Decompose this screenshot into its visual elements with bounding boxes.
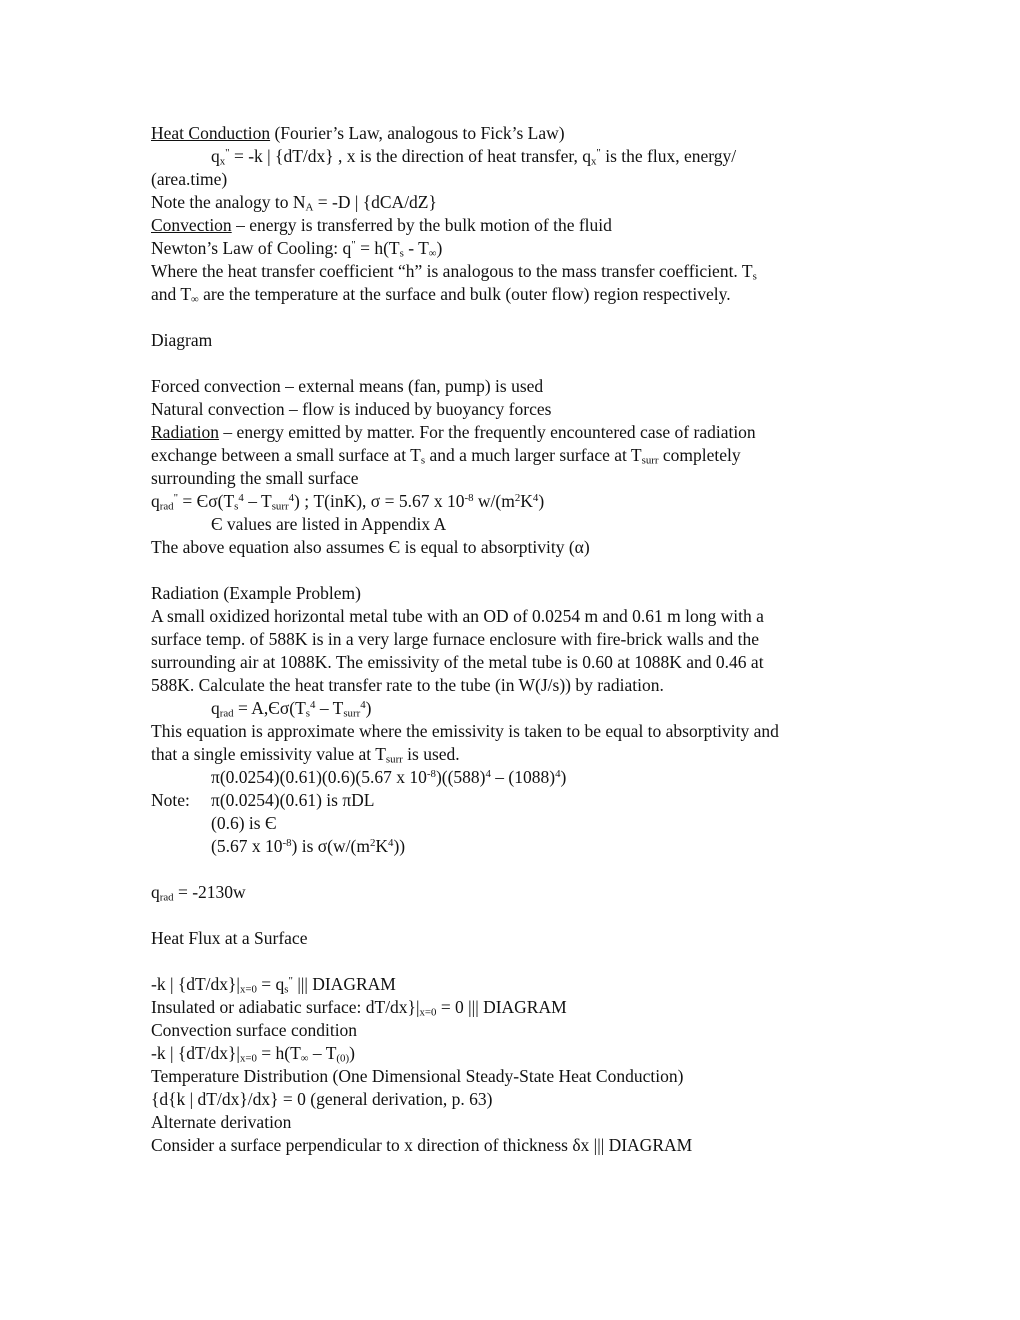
problem-statement-line-2: surface temp. of 588K is in a very large furnace enclosure with fire-brick walls and the xyxy=(151,629,760,649)
convection-title: Convection xyxy=(151,215,232,235)
diagram-placeholder-1: Diagram xyxy=(151,330,213,350)
note-label: Note: xyxy=(151,790,190,810)
problem-statement-line-3: surrounding air at 1088K. The emissivity of the metal tube is 0.60 at 1088K and 0.46 at xyxy=(151,652,764,672)
fourier-law-equation: $q_x^" = -k$ | {dT/dx} , x is the direction of heat transfer, $q_x^"$ is the flux, energy/ xyxy=(211,146,737,168)
radiation-result-line: $q_{rad} = -2130w$ xyxy=(151,882,246,904)
convection-surface-condition-heading: Convection surface condition xyxy=(151,1020,358,1040)
radiation-equation: $q_{rad}^" = Є\sigma(T_s^4 - T_{surr}^4)$ ; T(inK), σ = 5.67 x $10^{-8}$ $w/(m^2K^4)$ xyxy=(151,491,545,513)
temperature-definition-line: and $T_\infty$ are the temperature at the surface and bulk (outer flow) region respectively. xyxy=(151,284,731,306)
appendix-note-line: Є values are listed in Appendix A xyxy=(211,514,447,534)
convection-heading: Convection – energy is transferred by the bulk motion of the fluid xyxy=(151,215,612,235)
approximation-note-line-1: This equation is approximate where the emissivity is taken to be equal to absorptivity and xyxy=(151,721,779,741)
radiation-exchange-line: exchange between a small surface at $T_s$ and a much larger surface at $T_{surr}$ completely xyxy=(151,445,741,467)
convection-boundary-equation: -k | $\{dT/dx\}|_{x=0} = h(T_\infty - T_{(0)})$ xyxy=(151,1043,355,1065)
radiation-title: Radiation xyxy=(151,422,220,442)
insulated-surface-line: Insulated or adiabatic surface: $dT/dx\}|_{x=0} = 0$ ||| DIAGRAM xyxy=(151,997,567,1019)
note-pidl-line: π(0.0254)(0.61) is πDL xyxy=(211,790,375,810)
heat-flux-heading: Heat Flux at a Surface xyxy=(151,928,308,948)
newton-cooling-line: Newton’s Law of Cooling: $q^" = h(T_s - T_\infty)$ xyxy=(151,238,443,260)
heat-conduction-title: Heat Conduction xyxy=(151,123,271,143)
general-derivation-line: {d{k | dT/dx}/dx} = 0 (general derivation, p. 63) xyxy=(151,1089,493,1109)
example-problem-heading: Radiation (Example Problem) xyxy=(151,583,361,603)
note-emissivity-line: (0.6) is Є xyxy=(211,813,277,833)
heat-transfer-coefficient-line: Where the heat transfer coefficient “h” is analogous to the mass transfer coefficient. $T_s$ xyxy=(151,261,757,283)
forced-convection-line: Forced convection – external means (fan, pump) is used xyxy=(151,376,544,396)
flux-units-line: (area.time) xyxy=(151,169,228,189)
surface-thickness-line: Consider a surface perpendicular to x direction of thickness δx ||| DIAGRAM xyxy=(151,1135,693,1155)
radiation-heading: Radiation – energy emitted by matter. For the frequently encountered case of radiation xyxy=(151,422,756,442)
note-sigma-line: (5.67 x $10^{-8}$) is $\sigma(w/(m^2K^4))$ xyxy=(211,836,406,856)
radiation-rate-equation: $q_{rad} = A,Є\sigma(T_s^4 - T_{surr}^4)$ xyxy=(211,698,372,720)
absorptivity-assumption-line: The above equation also assumes Є is equal to absorptivity (α) xyxy=(151,537,590,557)
approximation-note-line-2: that a single emissivity value at $T_{surr}$ is used. xyxy=(151,744,460,766)
surface-flux-condition-line: -k | $\{dT/dx\}|_{x=0} = q_s^"$ ||| DIAGRAM xyxy=(151,974,396,996)
heat-conduction-heading: Heat Conduction (Fourier’s Law, analogous to Fick’s Law) xyxy=(151,123,565,143)
problem-statement-line-4: 588K. Calculate the heat transfer rate to the tube (in W(J/s)) by radiation. xyxy=(151,675,664,695)
surrounding-surface-line: surrounding the small surface xyxy=(151,468,359,488)
problem-statement-line-1: A small oxidized horizontal metal tube with an OD of 0.0254 m and 0.61 m long with a xyxy=(151,606,764,626)
fick-analogy-line: Note the analogy to $N_A = -D$ | {dCA/dZ} xyxy=(151,192,437,214)
substituted-equation: π(0.0254)(0.61)(0.6)(5.67 x $10^{-8})((588)^4 - (1088)^4)$ xyxy=(211,767,567,787)
alternate-derivation-heading: Alternate derivation xyxy=(151,1112,292,1132)
natural-convection-line: Natural convection – flow is induced by buoyancy forces xyxy=(151,399,552,419)
temperature-distribution-heading: Temperature Distribution (One Dimensional Steady-State Heat Conduction) xyxy=(151,1066,684,1086)
